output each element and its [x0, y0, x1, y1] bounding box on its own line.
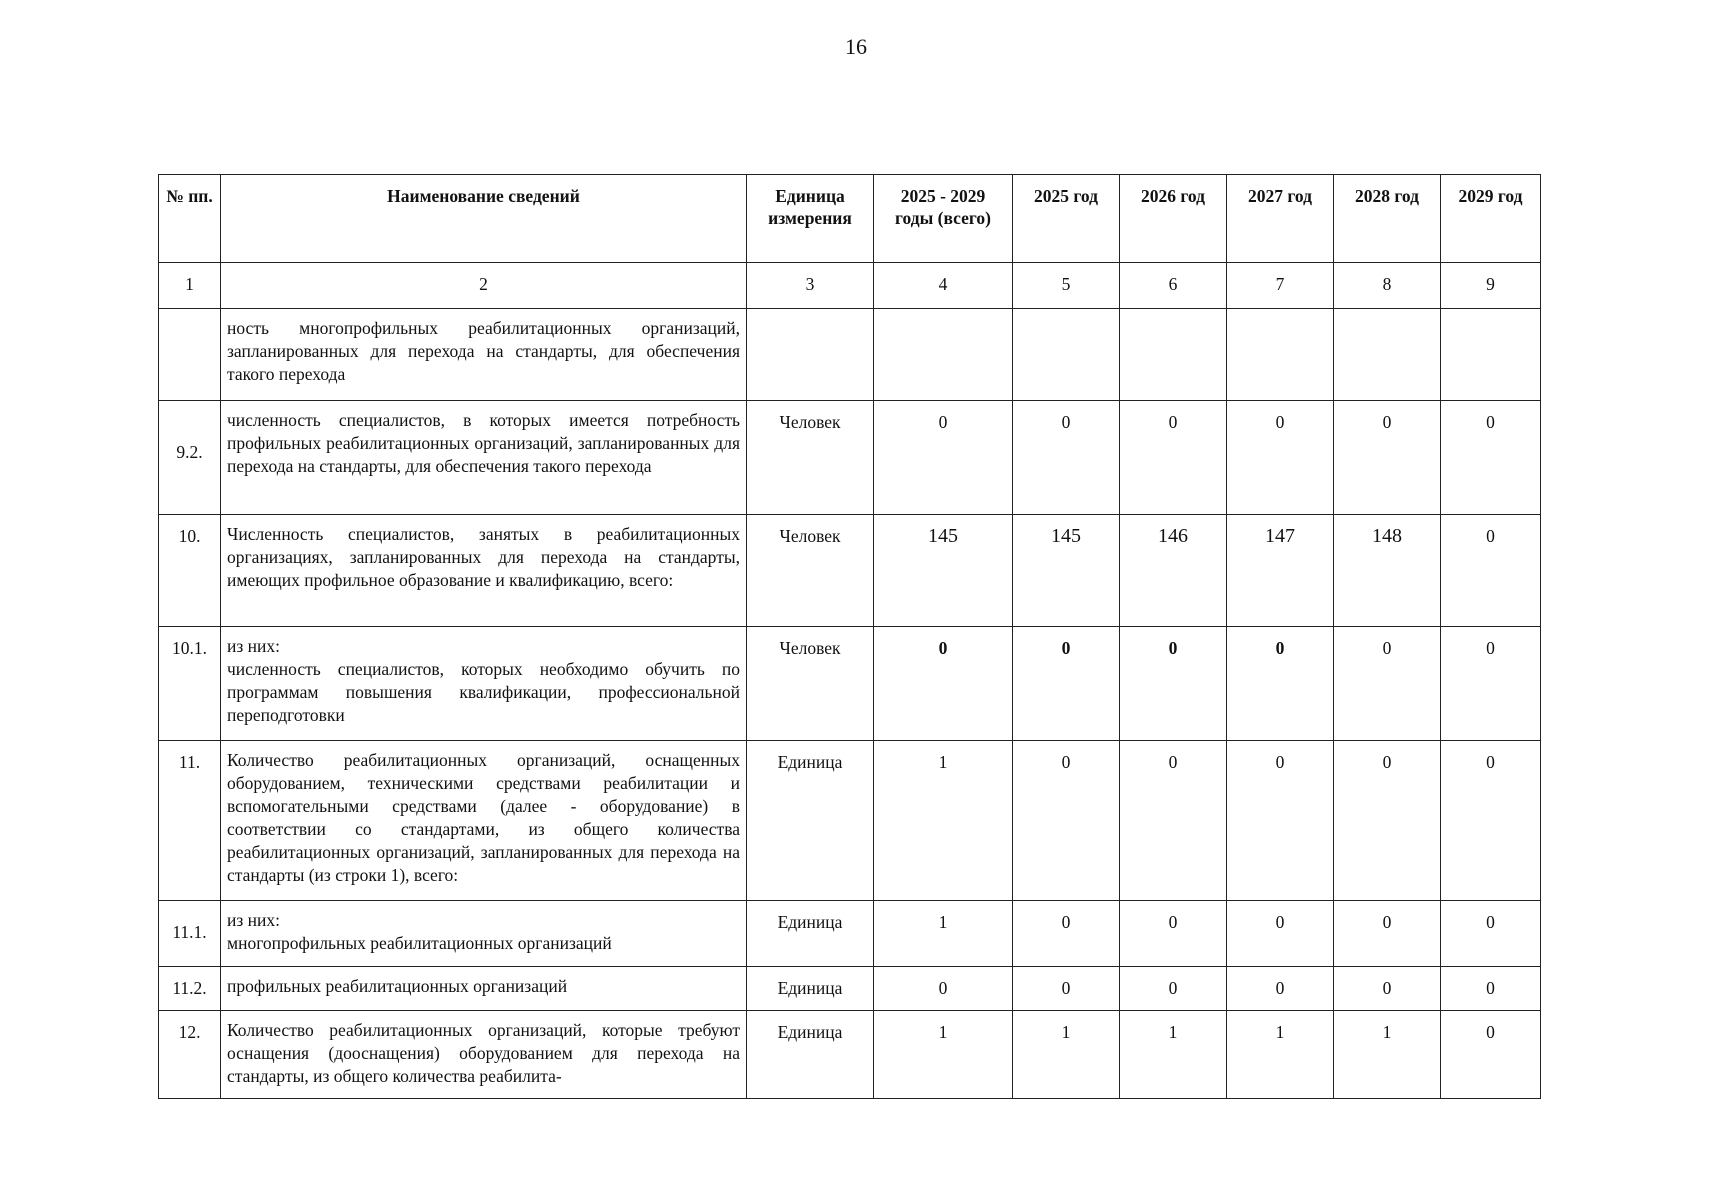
value-2029: 0	[1441, 741, 1541, 901]
row-unit: Единица	[747, 967, 874, 1011]
value-2029: 0	[1441, 515, 1541, 627]
value-2026: 146	[1120, 515, 1227, 627]
row-name-prefix: из них:	[227, 910, 280, 930]
value-total: 145	[874, 515, 1013, 627]
value-2026: 0	[1120, 401, 1227, 515]
value-2026: 0	[1120, 967, 1227, 1011]
value-2029: 0	[1441, 627, 1541, 741]
row-unit: Единица	[747, 1011, 874, 1099]
row-number: 10.	[159, 515, 221, 627]
row-number: 11.2.	[159, 967, 221, 1011]
row-unit	[747, 309, 874, 401]
value-2025: 0	[1013, 901, 1120, 967]
value-total: 1	[874, 1011, 1013, 1099]
index-cell: 2	[221, 263, 747, 309]
row-name-cell	[221, 901, 747, 967]
value-2026: 0	[1120, 901, 1227, 967]
value-2028: 148	[1334, 515, 1441, 627]
row-name: многопрофильных реабилитационных организаций	[227, 933, 612, 953]
value-2028: 0	[1334, 741, 1441, 901]
value-2025: 0	[1013, 627, 1120, 741]
index-cell: 1	[159, 263, 221, 309]
value-2028: 0	[1334, 901, 1441, 967]
table-row	[159, 515, 1541, 627]
value-2027: 0	[1227, 741, 1334, 901]
value-2027: 0	[1227, 901, 1334, 967]
value-2026: 0	[1120, 627, 1227, 741]
value-2029: 0	[1441, 967, 1541, 1011]
value-2028: 1	[1334, 1011, 1441, 1099]
table-row	[159, 309, 1541, 401]
value-total: 1	[874, 901, 1013, 967]
value-2027: 147	[1227, 515, 1334, 627]
row-name: профильных реабилитационных организаций	[221, 967, 747, 1011]
header-2029: 2029 год	[1441, 175, 1541, 263]
value-2025: 0	[1013, 401, 1120, 515]
value-2025	[1013, 309, 1120, 401]
row-name-cell	[221, 627, 747, 741]
row-unit: Человек	[747, 627, 874, 741]
table-row	[159, 401, 1541, 515]
table-row	[159, 741, 1541, 901]
header-unit: Единица измерения	[747, 175, 874, 263]
value-2027: 0	[1227, 627, 1334, 741]
row-name-prefix: из них:	[227, 636, 280, 656]
table-row	[159, 967, 1541, 1011]
index-cell: 5	[1013, 263, 1120, 309]
data-table	[158, 174, 1541, 1099]
value-2027: 1	[1227, 1011, 1334, 1099]
row-name: численность специалистов, в которых имеется потребность профильных реабилитационных организаций, запланированных для перехода на стандарты, для обеспечения такого перехода	[221, 401, 747, 515]
value-2026	[1120, 309, 1227, 401]
value-2028: 0	[1334, 401, 1441, 515]
page-number: 16	[845, 34, 867, 59]
row-number: 11.1.	[159, 901, 221, 967]
value-2026: 1	[1120, 1011, 1227, 1099]
row-number: 9.2.	[159, 401, 221, 515]
value-2029: 0	[1441, 901, 1541, 967]
index-cell: 7	[1227, 263, 1334, 309]
row-name: численность специалистов, которых необходимо обучить по программам повышения квалификации, профессиональной переподготовки	[227, 659, 740, 725]
value-2025: 0	[1013, 967, 1120, 1011]
value-2027: 0	[1227, 401, 1334, 515]
row-number: 12.	[159, 1011, 221, 1099]
value-2025: 145	[1013, 515, 1120, 627]
header-no: № пп.	[159, 175, 221, 263]
header-name: Наименование сведений	[221, 175, 747, 263]
value-2029: 0	[1441, 1011, 1541, 1099]
row-unit: Единица	[747, 901, 874, 967]
table-row	[159, 1011, 1541, 1099]
header-2027: 2027 год	[1227, 175, 1334, 263]
row-unit: Человек	[747, 401, 874, 515]
header-2026: 2026 год	[1120, 175, 1227, 263]
header-2025: 2025 год	[1013, 175, 1120, 263]
header-total: 2025 - 2029 годы (всего)	[874, 175, 1013, 263]
row-name: Количество реабилитационных организаций, оснащенных оборудованием, техническими средствами реабилитации и вспомогательными средствами (далее - оборудование) в соответствии со стандартами, из общего количества реабилитационных организаций, запланированных для перехода на стандарты (из строки 1), всего:	[221, 741, 747, 901]
value-total: 1	[874, 741, 1013, 901]
value-2026: 0	[1120, 741, 1227, 901]
index-cell: 4	[874, 263, 1013, 309]
value-2025: 1	[1013, 1011, 1120, 1099]
row-name: ность многопрофильных реабилитационных организаций, запланированных для перехода на стандарты, для обеспечения такого перехода	[221, 309, 747, 401]
value-total: 0	[874, 967, 1013, 1011]
value-total	[874, 309, 1013, 401]
value-total: 0	[874, 627, 1013, 741]
row-number	[159, 309, 221, 401]
value-2025: 0	[1013, 741, 1120, 901]
value-2029	[1441, 309, 1541, 401]
index-row	[159, 263, 1541, 309]
index-cell: 6	[1120, 263, 1227, 309]
index-cell: 3	[747, 263, 874, 309]
table-row	[159, 627, 1541, 741]
value-2028: 0	[1334, 627, 1441, 741]
index-cell: 9	[1441, 263, 1541, 309]
value-2028	[1334, 309, 1441, 401]
row-name: Численность специалистов, занятых в реабилитационных организациях, запланированных для перехода на стандарты, имеющих профильное образование и квалификацию, всего:	[221, 515, 747, 627]
index-cell: 8	[1334, 263, 1441, 309]
row-unit: Единица	[747, 741, 874, 901]
value-total: 0	[874, 401, 1013, 515]
value-2029: 0	[1441, 401, 1541, 515]
value-2027: 0	[1227, 967, 1334, 1011]
table-row	[159, 901, 1541, 967]
row-name: Количество реабилитационных организаций, которые требуют оснащения (дооснащения) оборудованием для перехода на стандарты, из общего количества реабилита-	[221, 1011, 747, 1099]
header-row	[159, 175, 1541, 263]
row-number: 11.	[159, 741, 221, 901]
header-2028: 2028 год	[1334, 175, 1441, 263]
row-unit: Человек	[747, 515, 874, 627]
value-2027	[1227, 309, 1334, 401]
value-2028: 0	[1334, 967, 1441, 1011]
row-number: 10.1.	[159, 627, 221, 741]
